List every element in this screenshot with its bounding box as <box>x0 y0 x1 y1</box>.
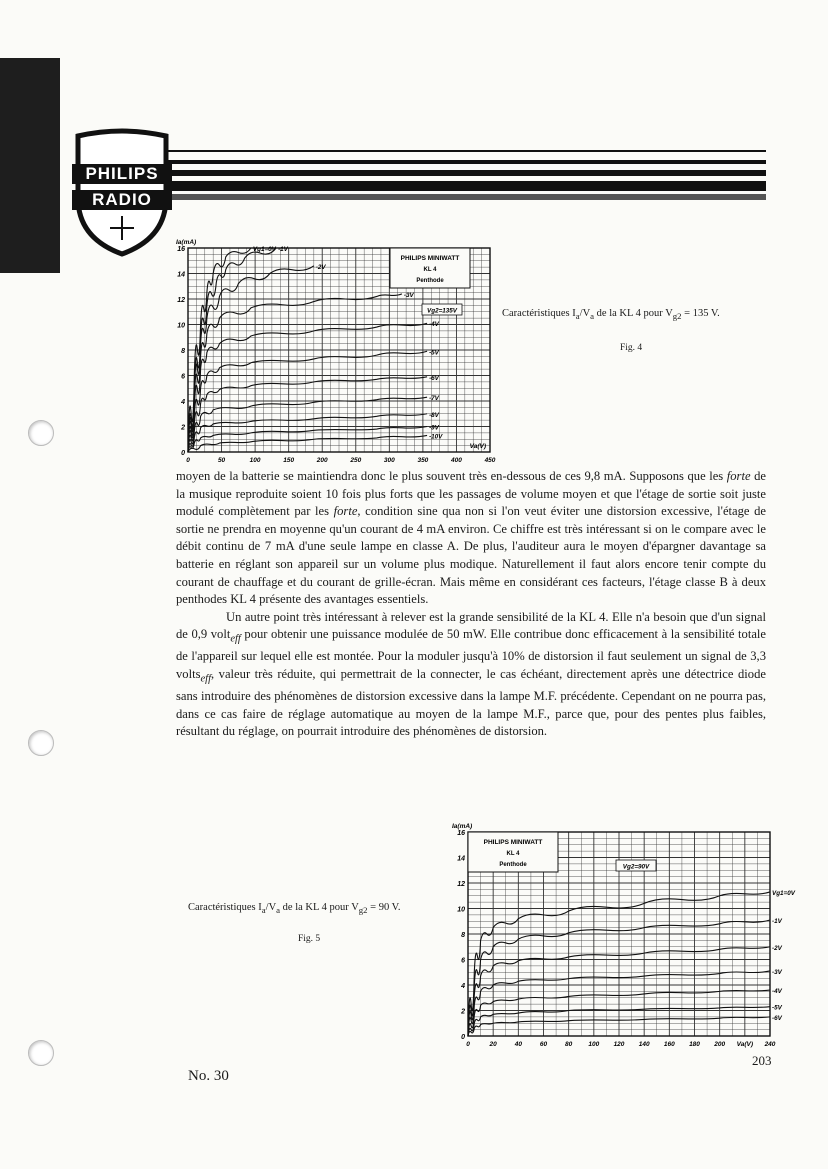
x-tick-label: 60 <box>539 1041 548 1048</box>
caption-sub: g2 <box>358 905 368 916</box>
header-rule <box>150 150 766 152</box>
x-tick-label: 50 <box>217 457 226 464</box>
header-left-bar <box>0 58 60 273</box>
series-label: -4V <box>772 988 782 996</box>
annotation-label: Vg2=90V <box>622 863 650 871</box>
y-tick-label: 10 <box>177 322 185 330</box>
y-tick-label: 16 <box>177 246 185 253</box>
x-tick-label: 120 <box>613 1041 625 1048</box>
fig4-chart <box>168 236 498 471</box>
fig5-label: Fig. 5 <box>298 934 321 944</box>
series-label: -1V <box>772 917 782 925</box>
caption-text: Caractéristiques I <box>188 902 262 913</box>
x-tick-label: Va(V) <box>736 1041 754 1048</box>
binder-hole <box>28 1040 54 1066</box>
header-rule <box>150 181 766 191</box>
y-tick-label: 10 <box>457 906 465 914</box>
fig4-label: Fig. 4 <box>620 343 643 353</box>
x-tick-label: 160 <box>663 1041 675 1048</box>
header-rule <box>150 160 766 164</box>
x-tick-label: 20 <box>489 1041 497 1048</box>
caption-sub: a <box>575 311 580 322</box>
series-label: -10V <box>429 433 443 441</box>
caption-text: de la KL 4 pour V <box>280 902 359 913</box>
x-tick-label: 300 <box>383 457 395 464</box>
x-tick-label: 200 <box>316 457 328 464</box>
x-tick-label: 0 <box>466 1041 470 1048</box>
x-tick-label: 100 <box>588 1041 600 1048</box>
x-tick-label: 200 <box>714 1041 726 1048</box>
logo-line-philips: PHILIPS <box>72 164 172 184</box>
y-tick-label: 8 <box>181 348 185 355</box>
series-label: -2V <box>315 263 326 271</box>
series-line <box>188 435 427 452</box>
binder-hole <box>28 730 54 756</box>
y-tick-label: 2 <box>181 424 185 432</box>
title-box-line: PHILIPS MINIWATT <box>400 255 460 262</box>
y-tick-label: 6 <box>181 373 185 381</box>
series-label: Vg1=0V <box>772 889 795 897</box>
page-number: 203 <box>752 1053 772 1068</box>
fig5-chart-svg <box>446 818 795 1048</box>
header-rule <box>150 170 766 176</box>
title-box-line: PHILIPS MINIWATT <box>483 839 543 846</box>
x-tick-label: 40 <box>514 1041 522 1048</box>
series-label: -5V <box>772 1004 782 1012</box>
series-label: -6V <box>429 374 439 382</box>
series-label: -8V <box>429 411 439 419</box>
fig5-caption <box>188 900 436 918</box>
x-tick-label: 240 <box>764 1041 776 1048</box>
y-tick-label: 16 <box>457 830 465 837</box>
series-label: -1V <box>278 246 288 253</box>
series-line <box>188 397 427 452</box>
x-tick-label: 0 <box>186 457 190 464</box>
philips-radio-logo <box>72 128 172 256</box>
binder-hole <box>28 420 54 446</box>
logo-line-radio: RADIO <box>72 190 172 210</box>
y-tick-label: 12 <box>177 297 185 304</box>
x-tick-label: 180 <box>689 1041 700 1048</box>
title-box-line: Penthode <box>499 862 527 868</box>
y-tick-label: 4 <box>181 399 185 406</box>
caption-sub: g2 <box>672 311 682 322</box>
y-tick-label: 2 <box>461 1008 465 1016</box>
series-line <box>188 294 402 452</box>
x-tick-label: 80 <box>565 1041 573 1048</box>
x-tick-label: 100 <box>249 457 261 464</box>
fig4-caption <box>502 306 768 324</box>
y-axis-label: Ia(mA) <box>176 239 197 246</box>
x-tick-label: 450 <box>484 457 496 464</box>
annotation-label: Vg2=135V <box>427 307 457 315</box>
series-label: -4V <box>429 321 439 329</box>
title-box-line: KL 4 <box>506 851 520 857</box>
series-label: -5V <box>429 349 439 357</box>
paragraph-1: moyen de la batterie se maintiendra donc le plus souvent très en-dessous de ces 9,8 mA. Supposons que les forte de la musique reproduite soient 10 fois plus forts que les passages de volume moyen et que l'étage de sortie soit juste modulé complètement par les forte, condition sine qua non si l'on veut éviter une distorsion excessive, l'étage de sortie ne prendra en moyenne qu'un courant de 4 mA environ. Ce chiffre est très intéressant si on le compare avec le débit continu de 7 mA d'une seule lampe en classe A. De plus, l'auditeur aura le moyen d'épargner davantage sa batterie en réglant son appareil sur un volume plus modique. Naturellement il faut alors encore tenir compte du courant de chauffage et du courant de grille-écran. Mais même en considérant ces facteurs, l'étage classe B à deux penthodes KL 4 présente des avantages essentiels. <box>176 469 767 607</box>
x-tick-label: 350 <box>417 457 429 464</box>
caption-text: de la KL 4 pour V <box>594 308 673 319</box>
y-axis-label: Ia(mA) <box>452 823 473 830</box>
paragraph-2: Un autre point très intéressant à relever est la grande sensibilité de la KL 4. Elle n'a besoin que d'un signal de 0,9 volt$_{eff}$ pour obtenir une puissance modulée de 50 mW. Elle contribue donc efficacement à la sensibilité totale de l'appareil sur lequel elle est montée. Pour la moduler jusqu'à 10% de distorsion il faut seulement un signal de 3,3 volts$_{eff}$, valeur très réduite, qui permettrait de la connecter, le cas échéant, directement après une détectrice diode sans introduire des phénomènes de distorsion excessive dans la lampe M.F. précédente. Cependant on ne pourra pas, dans ce cas faire de réglage automatique au moyen de la lampe M.F., parce que, pour des pentes plus faibles, résultant du réglage, on pourrait introduire des phénomènes de distorsion. <box>176 609 766 739</box>
header-rule <box>150 194 766 200</box>
series-label: -2V <box>772 944 782 952</box>
y-tick-label: 0 <box>181 450 185 457</box>
body-text <box>176 468 766 741</box>
caption-sub: a <box>261 905 266 916</box>
series-label: -7V <box>429 395 439 403</box>
series-label: -6V <box>772 1014 782 1022</box>
y-tick-label: 12 <box>457 881 465 888</box>
issue-number: No. 30 <box>188 1068 229 1084</box>
caption-sub: a <box>590 311 595 322</box>
title-box-line: KL 4 <box>423 267 437 273</box>
series-label: -3V <box>772 968 782 976</box>
series-label: -9V <box>429 424 439 432</box>
y-tick-label: 14 <box>177 271 185 279</box>
series-label: -3V <box>403 291 414 299</box>
y-tick-label: 0 <box>461 1034 465 1041</box>
caption-sub: a <box>276 905 281 916</box>
x-tick-label: 400 <box>451 457 462 464</box>
caption-text: /V <box>579 308 591 319</box>
x-axis-label: Va(V) <box>469 443 486 450</box>
caption-text: = 135 V. <box>681 308 720 319</box>
series-label: Vg1=0V <box>252 246 276 253</box>
x-tick-label: 150 <box>283 457 295 464</box>
x-tick-label: 140 <box>638 1041 650 1048</box>
y-tick-label: 14 <box>457 855 465 863</box>
y-tick-label: 8 <box>461 932 465 939</box>
fig4-chart-svg <box>168 236 498 466</box>
caption-text: = 90 V. <box>367 902 401 913</box>
title-box-line: Penthode <box>416 278 444 284</box>
x-tick-label: 250 <box>350 457 362 464</box>
fig5-chart <box>446 818 795 1053</box>
y-tick-label: 4 <box>461 983 465 990</box>
caption-text: Caractéristiques I <box>502 308 576 319</box>
y-tick-label: 6 <box>461 957 465 965</box>
caption-text: /V <box>265 902 277 913</box>
